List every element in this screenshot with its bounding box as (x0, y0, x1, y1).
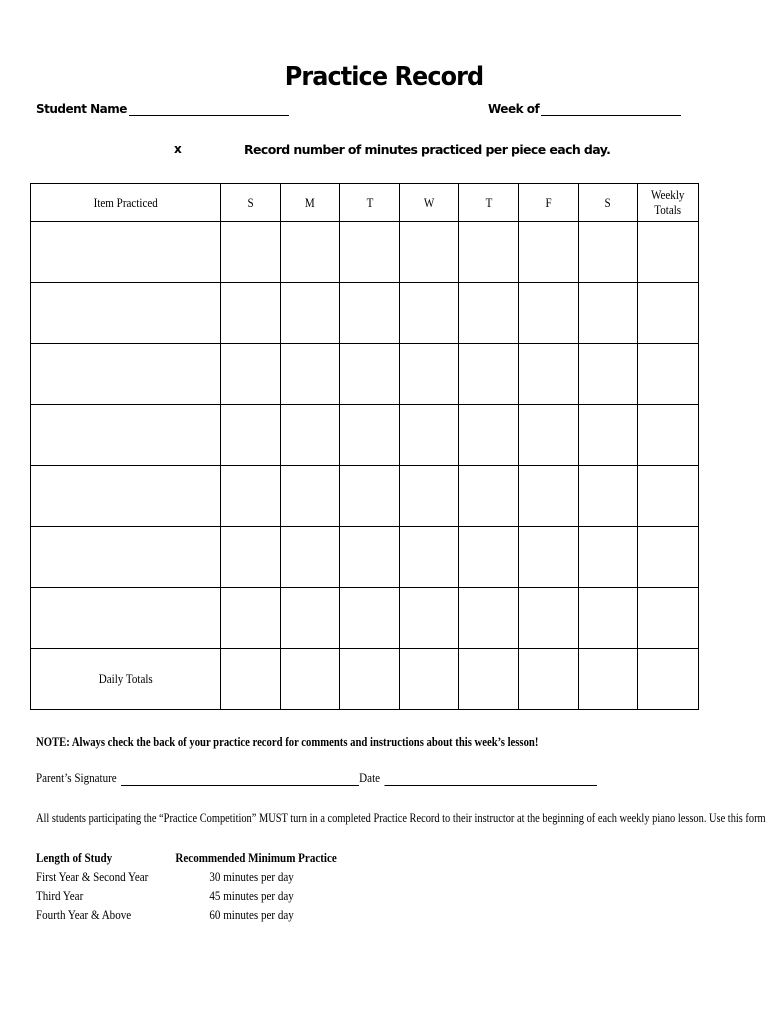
student-name-blank[interactable] (129, 103, 289, 116)
day-cell[interactable] (459, 466, 519, 527)
daily-totals-label: Daily Totals (31, 649, 221, 710)
day-header-saturday: S (578, 184, 638, 222)
day-cell[interactable] (340, 405, 400, 466)
parent-signature-label: Parent’s Signature (36, 770, 117, 785)
day-header-tuesday: T (340, 184, 400, 222)
day-cell[interactable] (340, 588, 400, 649)
minimum-practice: 60 minutes per day (209, 907, 294, 922)
day-cell[interactable] (578, 222, 638, 283)
daily-total-cell[interactable] (519, 649, 579, 710)
day-cell[interactable] (459, 405, 519, 466)
day-cell[interactable] (399, 527, 459, 588)
daily-total-cell[interactable] (340, 649, 400, 710)
day-cell[interactable] (578, 283, 638, 344)
list-item (36, 867, 337, 886)
table-row (31, 527, 699, 588)
day-cell[interactable] (280, 405, 340, 466)
table-row (31, 405, 699, 466)
parent-signature-blank[interactable] (121, 772, 359, 786)
day-cell[interactable] (519, 405, 579, 466)
day-cell[interactable] (340, 222, 400, 283)
item-cell[interactable] (31, 222, 221, 283)
day-cell[interactable] (519, 344, 579, 405)
item-cell[interactable] (31, 344, 221, 405)
weekly-total-cell[interactable] (638, 527, 699, 588)
day-cell[interactable] (280, 466, 340, 527)
minimum-practice: 30 minutes per day (209, 869, 294, 884)
week-of-label: Week of (488, 102, 540, 116)
table-row (31, 222, 699, 283)
page-title: Practice Record (284, 62, 484, 92)
day-cell[interactable] (578, 527, 638, 588)
day-cell[interactable] (220, 283, 280, 344)
length-of-study-header: Length of Study (36, 850, 113, 865)
daily-total-cell[interactable] (459, 649, 519, 710)
item-cell[interactable] (31, 283, 221, 344)
weekly-total-cell[interactable] (638, 283, 699, 344)
item-cell[interactable] (31, 405, 221, 466)
student-name-label: Student Name (36, 102, 127, 116)
length-of-study: First Year & Second Year (36, 869, 149, 884)
day-cell[interactable] (459, 344, 519, 405)
grand-total-cell[interactable] (638, 649, 699, 710)
table-row (31, 588, 699, 649)
day-cell[interactable] (340, 527, 400, 588)
day-cell[interactable] (399, 405, 459, 466)
note-text: NOTE: Always check the back of your practice record for comments and instructions about this week’s lesson! (36, 734, 539, 749)
daily-total-cell[interactable] (280, 649, 340, 710)
day-cell[interactable] (459, 283, 519, 344)
day-cell[interactable] (459, 588, 519, 649)
day-cell[interactable] (578, 344, 638, 405)
day-cell[interactable] (220, 344, 280, 405)
day-cell[interactable] (399, 588, 459, 649)
week-of-field[interactable] (488, 102, 681, 116)
study-header-row (36, 848, 337, 867)
competition-text: All students participating the “Practice Competition” MUST turn in a completed Practice Record to their instructor at the beginning of each weekly piano lesson. Use this form (36, 810, 766, 825)
day-cell[interactable] (519, 588, 579, 649)
week-of-blank[interactable] (541, 103, 681, 116)
bullet-marker: x (174, 142, 182, 156)
weekly-totals-header: Weekly Totals (638, 184, 699, 222)
day-cell[interactable] (399, 344, 459, 405)
weekly-total-cell[interactable] (638, 344, 699, 405)
daily-total-cell[interactable] (399, 649, 459, 710)
day-cell[interactable] (220, 466, 280, 527)
weekly-total-cell[interactable] (638, 222, 699, 283)
day-cell[interactable] (519, 527, 579, 588)
day-cell[interactable] (220, 588, 280, 649)
length-of-study: Fourth Year & Above (36, 907, 132, 922)
day-header-friday: F (519, 184, 579, 222)
list-item (36, 905, 337, 924)
table-row (31, 466, 699, 527)
signature-row (36, 770, 597, 786)
instruction-text: Record number of minutes practiced per piece each day. (244, 142, 611, 157)
day-header-wednesday: W (399, 184, 459, 222)
practice-table (30, 183, 699, 710)
day-cell[interactable] (280, 527, 340, 588)
weekly-total-cell[interactable] (638, 588, 699, 649)
day-cell[interactable] (280, 283, 340, 344)
item-cell[interactable] (31, 527, 221, 588)
day-cell[interactable] (399, 466, 459, 527)
day-cell[interactable] (280, 588, 340, 649)
day-header-sunday: S (220, 184, 280, 222)
day-header-monday: M (280, 184, 340, 222)
day-cell[interactable] (340, 344, 400, 405)
day-cell[interactable] (578, 405, 638, 466)
list-item (36, 886, 337, 905)
daily-totals-row (31, 649, 699, 710)
day-cell[interactable] (578, 466, 638, 527)
day-cell[interactable] (340, 466, 400, 527)
item-cell[interactable] (31, 588, 221, 649)
day-cell[interactable] (459, 527, 519, 588)
day-header-thursday: T (459, 184, 519, 222)
length-of-study: Third Year (36, 888, 84, 903)
table-row (31, 344, 699, 405)
day-cell[interactable] (280, 222, 340, 283)
minimum-practice: 45 minutes per day (209, 888, 294, 903)
day-cell[interactable] (280, 344, 340, 405)
day-cell[interactable] (519, 222, 579, 283)
weekly-total-cell[interactable] (638, 466, 699, 527)
study-table (36, 848, 337, 924)
day-cell[interactable] (399, 283, 459, 344)
day-cell[interactable] (578, 588, 638, 649)
table-row (31, 283, 699, 344)
daily-total-cell[interactable] (578, 649, 638, 710)
date-label: Date (359, 770, 381, 785)
day-cell[interactable] (220, 527, 280, 588)
day-cell[interactable] (399, 222, 459, 283)
recommended-practice-header: Recommended Minimum Practice (175, 850, 337, 865)
item-cell[interactable] (31, 466, 221, 527)
day-cell[interactable] (519, 466, 579, 527)
daily-total-cell[interactable] (220, 649, 280, 710)
day-cell[interactable] (519, 283, 579, 344)
student-name-field[interactable] (36, 102, 289, 116)
day-cell[interactable] (220, 222, 280, 283)
date-blank[interactable] (385, 772, 598, 786)
weekly-total-cell[interactable] (638, 405, 699, 466)
day-cell[interactable] (220, 405, 280, 466)
day-cell[interactable] (459, 222, 519, 283)
day-cell[interactable] (340, 283, 400, 344)
item-practiced-header: Item Practiced (31, 184, 221, 222)
table-header-row (31, 184, 699, 222)
